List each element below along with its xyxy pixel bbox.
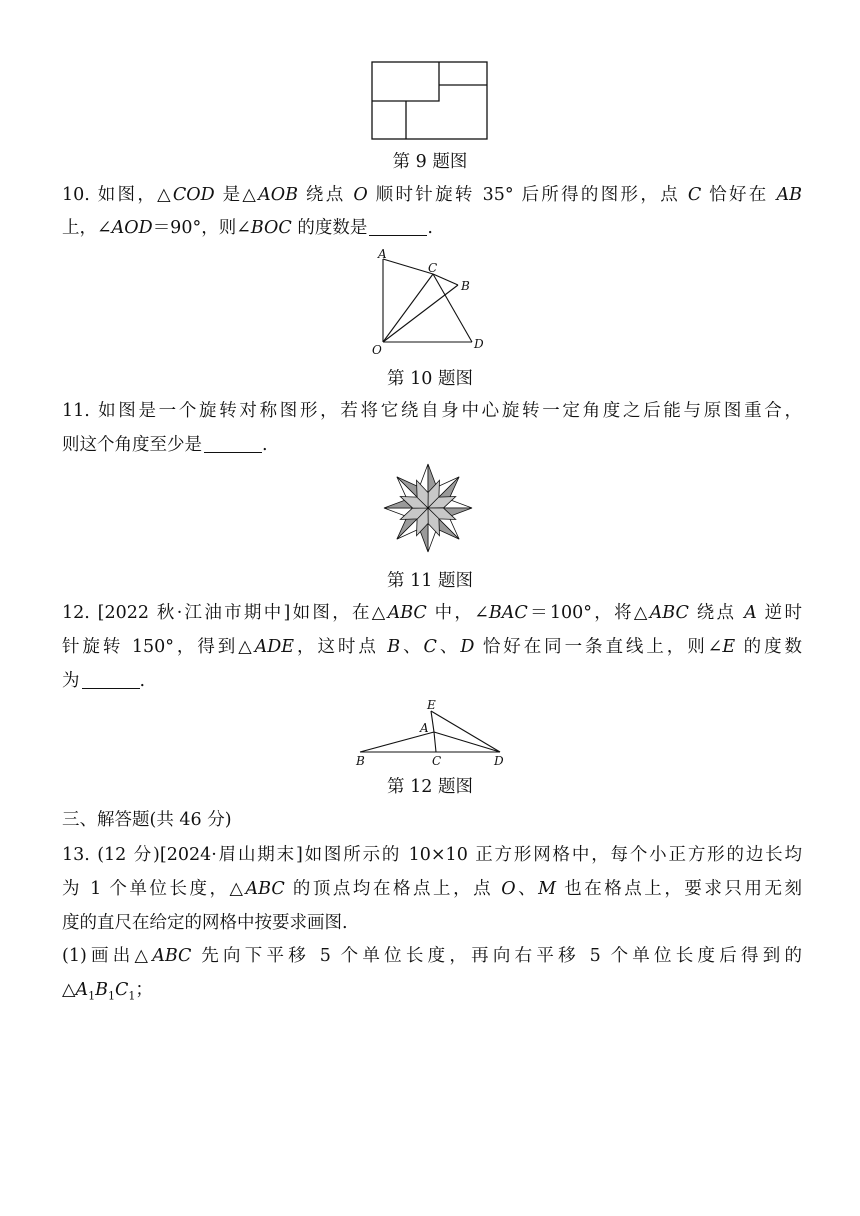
fig12-seg-AD xyxy=(434,732,500,752)
fig11-caption: 第 11 题图 xyxy=(387,571,473,591)
fig10-label-O: O xyxy=(372,343,382,357)
fig10-label-A: A xyxy=(378,247,387,261)
figure-11-rotational-star xyxy=(380,460,476,556)
q13-part1-line1: (1)画出△ABC 先向下平移 5 个单位长度，再向右平移 5 个单位长度后得到的 xyxy=(62,946,802,966)
fig12-label-E: E xyxy=(427,698,436,712)
q12-line2: 针旋转 150°，得到△ADE，这时点 B、C、D 恰好在同一条直线上，则∠E 的度数 xyxy=(62,637,803,657)
q10-line2: 上，∠AOD＝90°，则∠BOC 的度数是 . xyxy=(62,218,433,238)
fig10-label-D: D xyxy=(474,337,484,351)
section-3-title: 三、解答题(共 46 分) xyxy=(62,810,232,830)
q10-answer-blank xyxy=(369,217,427,236)
q13-line3: 度的直尺在给定的网格中按要求画图. xyxy=(62,913,348,933)
q11-line2: 则这个角度至少是 . xyxy=(62,435,268,455)
q13-line2: 为 1 个单位长度，△ABC 的顶点均在格点上，点 O、M 也在格点上，要求只用无刻 xyxy=(62,879,803,899)
fig10-label-C: C xyxy=(428,261,438,275)
q13-part1-line2: $\triangle A_1B_1C_1$； xyxy=(62,980,153,1003)
figure-12 xyxy=(350,696,510,768)
fig9-line-left xyxy=(372,62,439,101)
q12-answer-blank xyxy=(82,670,140,689)
fig12-label-C: C xyxy=(432,754,442,768)
fig10-seg-OC xyxy=(383,274,433,342)
fig12-label-D: D xyxy=(494,754,504,768)
fig10-label-B: B xyxy=(461,279,470,293)
q11-answer-blank xyxy=(204,434,262,453)
fig10-seg-AC xyxy=(383,259,433,274)
q12-line1: 12. [2022 秋·江油市期中]如图，在△ABC 中，∠BAC＝100°，将△ABC 绕点 A 逆时 xyxy=(62,603,802,623)
fig12-seg-ED xyxy=(431,711,500,752)
q11-line1: 11. 如图是一个旋转对称图形，若将它绕自身中心旋转一定角度之后能与原图重合， xyxy=(62,401,802,421)
fig9-caption: 第 9 题图 xyxy=(392,152,468,172)
q10-line1: 10. 如图，△COD 是△AOB 绕点 O 顺时针旋转 35° 后所得的图形，点 C 恰好在 AB xyxy=(62,185,802,205)
fig12-seg-AE xyxy=(431,711,434,732)
figure-9 xyxy=(370,60,490,142)
fig12-seg-AC xyxy=(434,732,436,752)
q13-line1: 13. (12 分)[2024·眉山期末]如图所示的 10×10 正方形网格中，每个小正方形的边长均 xyxy=(62,845,802,865)
fig12-seg-BA xyxy=(360,732,434,752)
figure-10 xyxy=(368,244,493,359)
fig12-label-B: B xyxy=(356,754,365,768)
fig10-caption: 第 10 题图 xyxy=(387,369,473,389)
q12-line3: 为 . xyxy=(62,671,146,691)
fig12-caption: 第 12 题图 xyxy=(387,777,473,797)
fig12-label-A: A xyxy=(420,721,429,735)
fig10-seg-OB xyxy=(383,285,458,342)
